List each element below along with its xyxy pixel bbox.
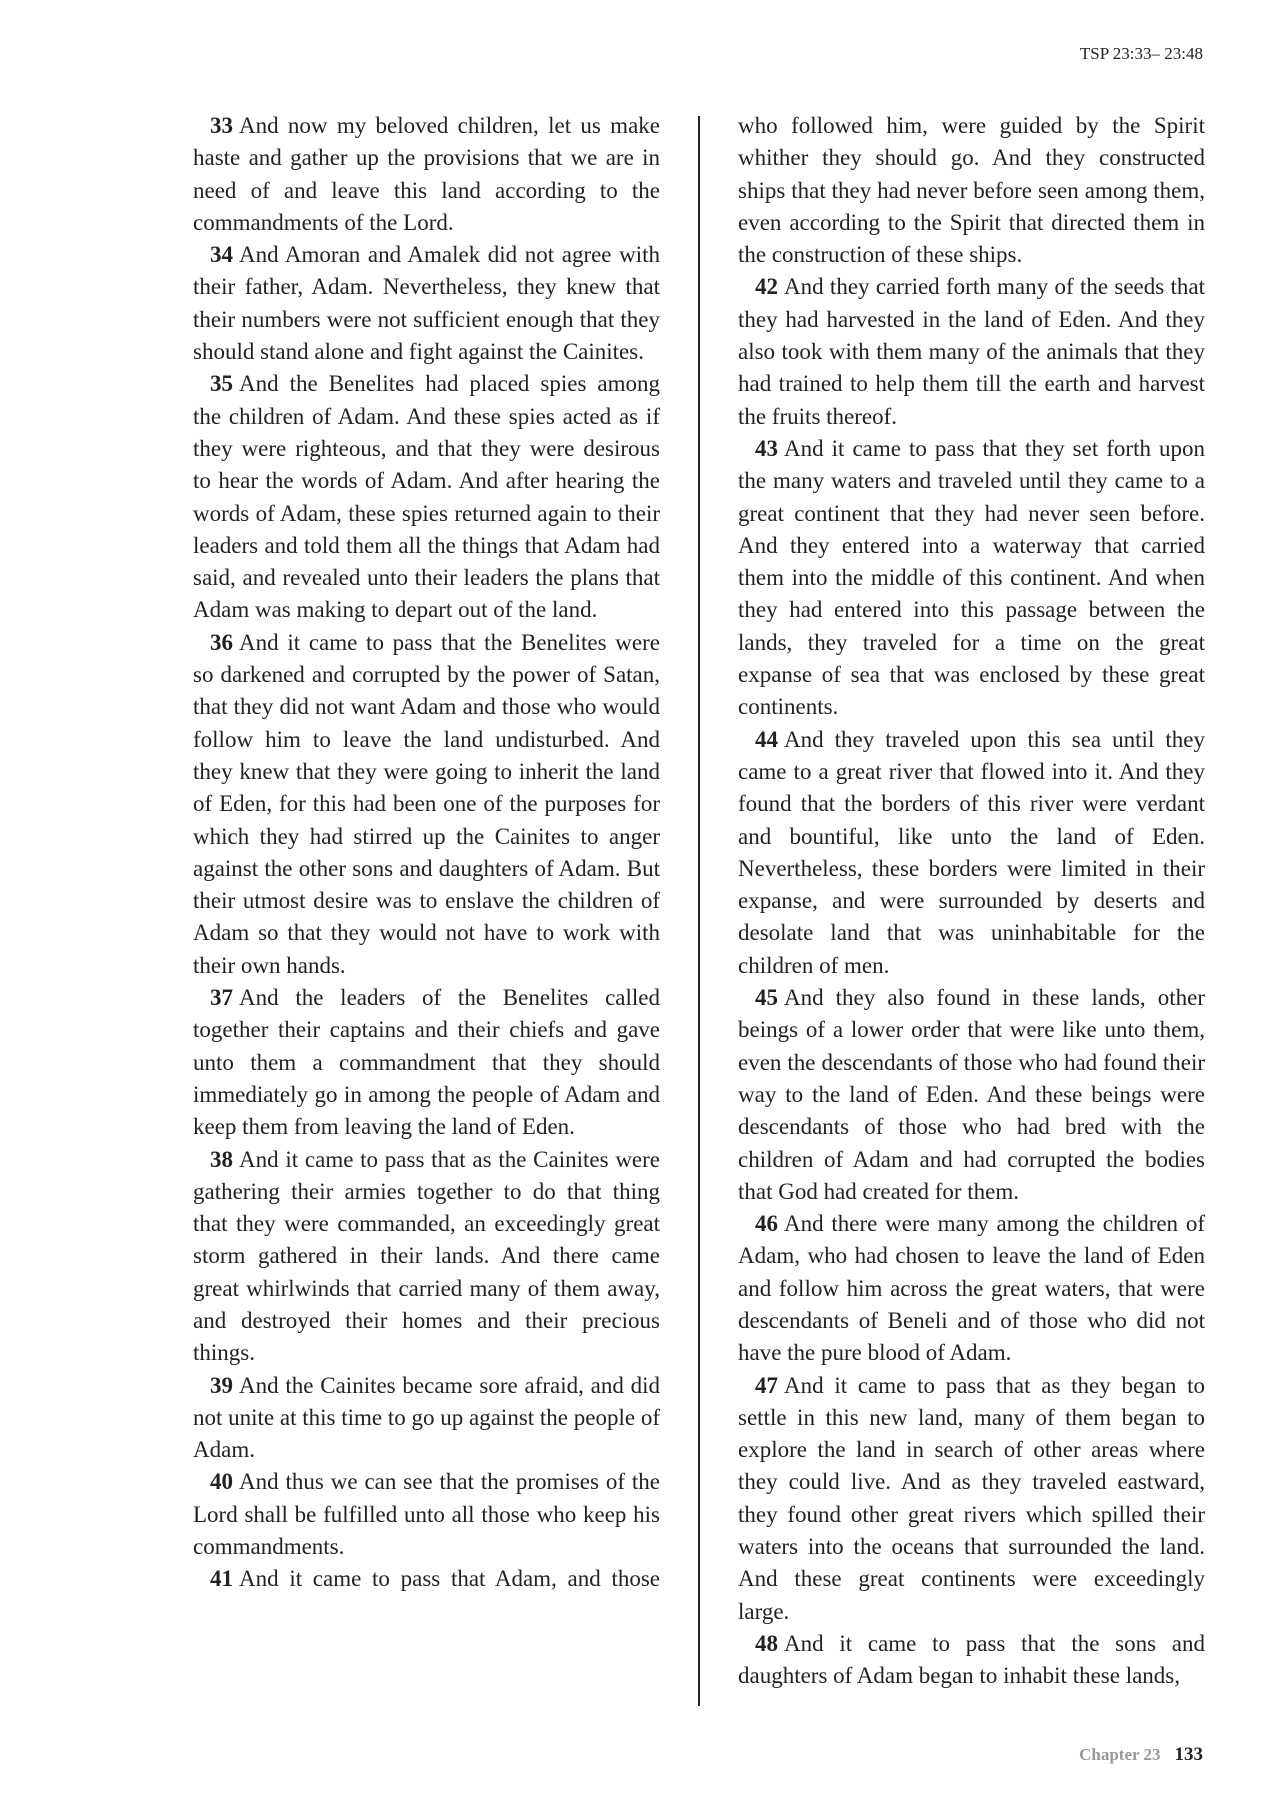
verse-number: 37 <box>210 985 233 1011</box>
verse-text: And it came to pass that as the Cainites were gathering their armies together to do that thing that they were commanded, an exceedingly great storm gathered in their lands. And there came great whirlwinds that carried many of them away, and destroyed their homes and their precious things. <box>193 1146 660 1366</box>
verse <box>738 1370 1205 1628</box>
verse-number: 40 <box>210 1469 233 1495</box>
verse-text: And it came to pass that the Benelites were so darkened and corrupted by the power of Satan, that they did not want Adam and those who would follow him to leave the land undisturbed. And they knew that they were going to inherit the land of Eden, for this had been one of the purposes for which they had stirred up the Cainites to anger against the other sons and daughters of Adam. But their utmost desire was to enslave the children of Adam so that they would not have to work with their own hands. <box>193 629 660 978</box>
verse-number: 36 <box>210 629 233 655</box>
right-column <box>738 110 1205 1693</box>
verse-text: And now my beloved children, let us make haste and gather up the provisions that we are in need of and leave this land according to the commandments of the Lord. <box>193 113 660 235</box>
verse <box>193 239 660 368</box>
verse-number: 48 <box>755 1630 778 1656</box>
verse <box>738 1208 1205 1369</box>
running-head: TSP 23:33– 23:48 <box>1079 44 1203 63</box>
verse <box>738 433 1205 724</box>
verse-number: 39 <box>210 1372 233 1398</box>
verse-text: And the Benelites had placed spies among the children of Adam. And these spies acted as if they were righteous, and that they were desirous to hear the words of Adam. And after hearing the words of Adam, these spies returned again to their leaders and told them all the things that Adam had said, and revealed unto their leaders the plans that Adam was making to depart out of the land. <box>193 371 660 623</box>
verse-text: And the Cainites became sore afraid, and did not unite at this time to go up against the people of Adam. <box>193 1372 660 1463</box>
verse <box>193 368 660 626</box>
verse <box>193 1370 660 1467</box>
verse <box>738 271 1205 432</box>
verse-continuation: who followed him, were guided by the Spirit whither they should go. And they constructed ships that they had never before seen among them, even according to the Spirit that directed them in the construction of these ships. <box>738 113 1205 268</box>
verse-text: And it came to pass that they set forth upon the many waters and traveled until they came to a great continent that they had never seen before. And they entered into a waterway that carried them into the middle of this continent. And when they had entered into this passage between the lands, they traveled for a time on the great expanse of sea that was enclosed by these great continents. <box>738 435 1205 720</box>
verse-text: And they also found in these lands, other beings of a lower order that were like unto them, even the descendants of those who had found their way to the land of Eden. And these beings were descendants of those who had bred with the children of Adam and had corrupted the bodies that God had created for them. <box>738 985 1205 1204</box>
page-footer <box>1079 1744 1203 1766</box>
verse-number: 33 <box>210 113 233 138</box>
verse-number: 42 <box>755 274 778 300</box>
verse-text: And there were many among the children of Adam, who had chosen to leave the land of Eden and follow him across the great waters, that were descendants of Beneli and of those who did not have the pure blood of Adam. <box>738 1211 1205 1366</box>
left-column <box>193 110 660 1596</box>
page-number: 133 <box>1174 1744 1203 1765</box>
verse-number: 34 <box>210 242 233 268</box>
verse-text: And they carried forth many of the seeds that they had harvested in the land of Eden. And they also took with them many of the animals that they had trained to help them till the earth and harvest the fruits thereof. <box>738 274 1205 429</box>
verse-text: And thus we can see that the promises of the Lord shall be fulfilled unto all those who keep his commandments. <box>193 1469 660 1560</box>
verse-number: 43 <box>755 435 778 461</box>
verse <box>738 1628 1205 1693</box>
verse <box>193 982 660 1143</box>
column-divider <box>698 116 700 1706</box>
verse <box>193 1144 660 1370</box>
verse-number: 35 <box>210 371 233 397</box>
verse-number: 44 <box>755 726 778 752</box>
verse-text: And it came to pass that Adam, and those <box>239 1566 660 1592</box>
verse-text: And the leaders of the Benelites called together their captains and their chiefs and gave unto them a commandment that they should immediately go in among the people of Adam and keep them from leaving the land of Eden. <box>193 985 660 1140</box>
verse-number: 47 <box>755 1372 778 1398</box>
verse <box>738 982 1205 1208</box>
verse-text: And it came to pass that as they began to settle in this new land, many of them began to explore the land in search of other areas where they could live. And as they traveled eastward, they found other great rivers which spilled their waters into the oceans that surrounded the land. And these great continents were exceedingly large. <box>738 1372 1205 1624</box>
verse-number: 41 <box>210 1566 233 1592</box>
verse-text: And it came to pass that the sons and daughters of Adam began to inhabit these lands, <box>738 1630 1205 1689</box>
verse <box>193 110 660 239</box>
verse <box>193 1466 660 1563</box>
chapter-label: Chapter 23 <box>1079 1745 1161 1764</box>
verse <box>193 1563 660 1595</box>
verse-number: 46 <box>755 1211 778 1237</box>
verse <box>193 627 660 982</box>
verse-text: And Amoran and Amalek did not agree with their father, Adam. Nevertheless, they knew that their numbers were not sufficient enough that they should stand alone and fight against the Cainites. <box>193 242 660 365</box>
verse-number: 38 <box>210 1146 233 1172</box>
verse <box>738 724 1205 982</box>
verse-number: 45 <box>755 985 778 1011</box>
verse-text: And they traveled upon this sea until they came to a great river that flowed into it. And they found that the borders of this river were verdant and bountiful, like unto the land of Eden. Nevertheless, these borders were limited in their expanse, and were surrounded by deserts and desolate land that was uninhabitable for the children of men. <box>738 726 1205 978</box>
